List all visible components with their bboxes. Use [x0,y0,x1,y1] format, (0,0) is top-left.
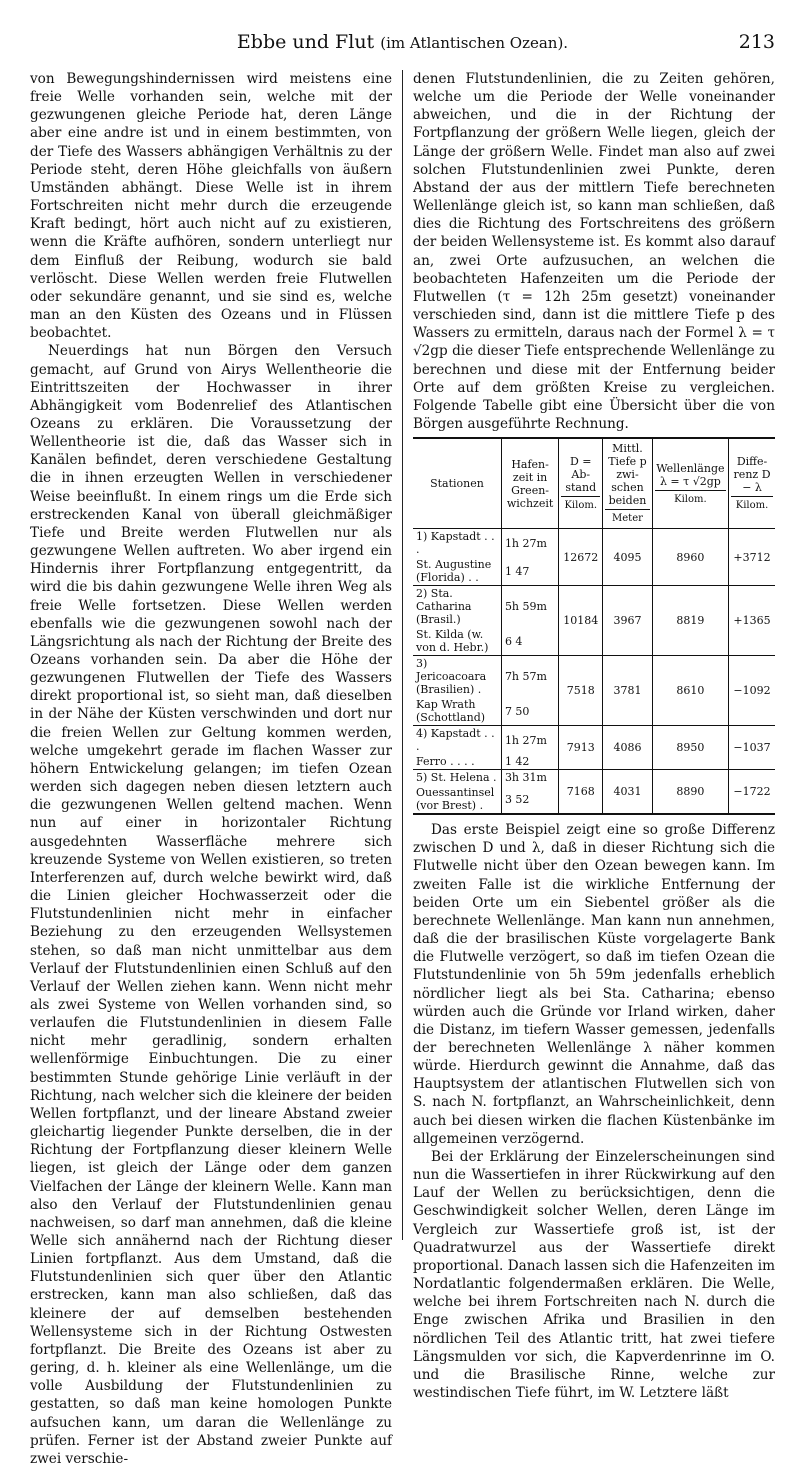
hafenzeit-b: 7 50 [501,697,558,726]
cell-d: 12672 [559,529,603,586]
cell-tiefe: 4095 [603,529,652,586]
column-divider [402,70,403,1240]
station-a: 1) Kapstadt . . . [416,530,495,557]
unit-tiefe: Meter [605,509,649,525]
station-b: Ferro . . . . [416,755,475,769]
paragraph: Neuerdings hat nun Börgen den Versuch gemacht, auf Grund von Airys Wellentheorie die Eintrittszeiten der Hochwasser in ihrer Abhängigkeit vom Bodenrelief des Atlantischen Ozeans zu erklären. Die Voraussetzung der Wellentheorie ist die, daß das Wasser sich in Kanälen befindet, deren verschiedene Gestaltung die in ihnen erzeugten Wellen in verschiedener Weise beeinflußt. In einem rings um die Erde sich erstreckenden Kanal von überall gleichmäßiger Tiefe und Breite werden Flutwellen nur als gezwungene Wellen auftreten. Wo aber irgend ein Hindernis ihrer Fortpflanzung entgegentritt, da wird die bis dahin gezwungene Welle ihren Weg als freie Welle fortsetzen. Diese Wellen werden ebenfalls wie die gezwungenen sowohl nach der Längsrichtung als nach der Richtung der Breite des Ozeans vorhanden sein. Da aber die Höhe der gezwungenen Flutwellen der Tiefe des Wassers direkt proportional ist, so sieht man, daß dieselben in der Nähe der Küsten verschwinden und dort nur die freien Wellen zur Geltung kommen werden, welche umgekehrt gerade im flachen Wasser zur höhern Entwickelung gelangen; im tiefen Ozean werden sich dagegen neben diesen letztern auch die gezwungenen Wellen geltend machen. Wenn nun auf einer in horizontaler Richtung ausgedehnten Wasserfläche mehrere sich kreuzende Systeme von Wellen existieren, so treten Interferenzen auf, durch welche bewirkt wird, daß die Linien gleicher Hochwasserzeit oder die Flutstundenlinien nicht mehr in einfacher Beziehung zu den erzeugenden Wellsystemen stehen, so daß man nicht unmittelbar aus dem Verlauf der Flutstundenlinien einen Schluß auf den Verlauf der Wellen ziehen kann. Wenn nicht mehr als zwei Systeme von Wellen vorhanden sind, so verlaufen die Flutstundenlinien in diesem Falle nicht mehr geradlinig, sondern erhalten wellenförmige Einbuchtungen. Die zu einer bestimmten Stunde gehörige Linie verläuft in der Richtung, nach welcher sich die kleinere der beiden Wellen fortpflanzt, und der lineare Abstand zweier gleichartig liegender Punkte derselben, die in der Richtung der Fortpflanzung dieser kleinern Welle liegen, ist gleich der Länge oder dem ganzen Vielfachen der Länge der kleinern Welle. Kann man also den Verlauf der Flutstundenlinien genau nachweisen, so darf man annehmen, daß die kleine Welle sich annähernd nach der Richtung dieser Linien fortpflanzt. Aus dem Umstand, daß die Flutstundenlinien sich quer über den Atlantic erstrecken, kann man also schließen, daß das kleinere der auf demselben bestehenden Wellensysteme sich in der Richtung Ostwesten fortpflanzt. Die Breite des Ozeans ist aber zu gering, d. h. kleiner als eine Wellenlänge, um die volle Ausbildung der Flutstundenlinien zu gestatten, so daß man keine homologen Punkte aufsuchen kann, um daran die Wellenlänge zu prüfen. Ferner ist der Abstand zweier Punkte auf zwei verschie- [30,343,392,1467]
cell-differenz: −1037 [729,726,775,770]
cell-wellenlaenge: 8819 [652,586,728,656]
hafenzeit-a: 7h 57m [501,656,558,698]
page-title [30,30,775,55]
table-row [413,529,775,558]
cell-differenz: −1092 [729,656,775,726]
table-row [413,770,775,786]
cell-differenz: +1365 [729,586,775,656]
unit-differenz: Kilom. [731,496,773,512]
station-b: Ouessantinsel (vor Brest) . [416,786,495,813]
cell-wellenlaenge: 8950 [652,726,728,770]
station-a: 5) St. Helena . [413,770,501,786]
right-column [413,70,775,1402]
cell-wellenlaenge: 8610 [652,656,728,726]
col-header-d-label: D = Ab- stand [565,455,597,495]
col-header-wellenlaenge [652,438,728,529]
hafenzeit-a: 1h 27m [501,529,558,558]
paragraph: Das erste Beispiel zeigt eine so große Differenz zwischen D und λ, daß in dieser Richtung sich die Flutwelle nicht über den Ozean bewegen kann. Im zweiten Falle ist die wirkliche Entfernung der beiden Orte um ein Siebentel größer als die berechnete Wellenlänge. Man kann nun annehmen, daß die der brasilischen Küste vorgelagerte Bank die Flutwelle verzögert, so daß im tiefen Ozean die Flutstundenlinie von 5h 59m jedenfalls erheblich nördlicher liegt als bei Sta. Catharina; ebenso würden auch die Gründe vor Irland wirken, daher die Distanz, im tiefern Wasser gemessen, jedenfalls der berechneten Wellenlänge λ näher kommen würde. Hierdurch gewinnt die Annahme, daß das Hauptsystem der atlantischen Flutwellen sich von S. nach N. fortpflanzt, an Wahrscheinlichkeit, denn auch bei diesen wirken die flachen Küstenbänke im allgemeinen verzögernd. [413,822,775,1147]
col-header-wellenlaenge-label: Wellenlänge λ = τ √2gp [656,461,725,488]
book-page [30,30,775,1467]
station-b: St. Kilda (w. von d. Hebr.) [416,628,489,655]
station-a: 2) Sta. Catharina (Brasil.) [413,586,501,628]
cell-d: 7168 [559,770,603,815]
hafenzeit-b: 1 42 [501,754,558,770]
col-header-d [559,438,603,529]
station-a: 3) Jericoacoara (Brasilien) . [413,656,501,698]
unit-d: Kilom. [561,496,600,512]
paragraph: von Bewegungshindernissen wird meistens eine freie Welle vorhanden sein, welche mit der gezwungenen gleiche Periode hat, deren Länge aber eine andre ist und in einem bestimmten, von der Tiefe des Wassers abhängigen Verhältnis zu der Periode steht, deren Höhe gleichfalls von äußern Umständen abhängt. Diese Welle ist in ihrem Fortschreiten nicht mehr durch die erzeugende Kraft bedingt, hört auch nicht auf zu existieren, wenn die Kräfte aufhören, sondern unterliegt nur dem Einfluß der Reibung, wodurch sie bald verlöscht. Diese Wellen werden freie Flutwellen oder sekundäre genannt, und sie sind es, welche man an den Küsten des Ozeans und in Flüssen beobachtet. [30,71,392,342]
cell-tiefe: 4086 [603,726,652,770]
title-main: Ebbe und Flut [236,31,375,53]
stations-table [413,437,775,815]
hafenzeit-b: 6 4 [501,627,558,656]
table-row [413,656,775,698]
station-a: 4) Kapstadt . . . [413,726,501,755]
cell-d: 7518 [559,656,603,726]
station-b: Kap Wrath (Schottland) [416,698,486,725]
cell-tiefe: 3781 [603,656,652,726]
cell-differenz: +3712 [729,529,775,586]
hafenzeit-b: 3 52 [501,785,558,814]
hafenzeit-a: 5h 59m [501,586,558,628]
cell-d: 10184 [559,586,603,656]
table-header-row [413,438,775,529]
col-header-differenz [729,438,775,529]
left-column [30,70,392,1468]
cell-wellenlaenge: 8890 [652,770,728,815]
paragraph: Bei der Erklärung der Einzelerscheinungen sind nun die Wassertiefen in ihrer Rückwirkung auf den Lauf der Wellen zu berücksichtigen, denn die Geschwindigkeit solcher Wellen, deren Länge im Vergleich zur Wassertiefe groß ist, ist der Quadratwurzel aus der Wassertiefe direkt proportional. Danach lassen sich die Hafenzeiten im Nordatlantic folgendermaßen erklären. Die Welle, welche bei ihrem Fortschreiten nach N. durch die Enge zwischen Afrika und Brasilien in den nördlichen Teil des Atlantic tritt, hat zwei tiefere Längsmulden vor sich, die Kapverdenrinne im O. und die Brasilische Rinne, welche zur westindischen Tiefe führt, im W. Letztere läßt [413,1148,775,1401]
title-sub: (im Atlantischen Ozean). [380,34,569,52]
cell-tiefe: 4031 [603,770,652,815]
hafenzeit-b: 1 47 [501,557,558,586]
hafenzeit-a: 1h 27m [501,726,558,755]
running-header [30,30,775,60]
paragraph: denen Flutstundenlinien, die zu Zeiten gehören, welche um die Periode der Welle voneinander abweichen, und die in der Richtung der Fortpflanzung der größern Welle liegen, gleich der Länge der größern Welle. Findet man also auf zwei solchen Flutstundenlinien zwei Punkte, deren Abstand der aus der mittlern Tiefe berechneten Wellenlänge gleich ist, so kann man schließen, daß dies die Richtung des Fortschreitens des größern der beiden Wellensysteme ist. Es kommt also darauf an, zwei Orte aufzusuchen, an welchen die beobachteten Hafenzeiten um die Periode der Flutwellen (τ = 12h 25m gesetzt) voneinander verschieden sind, dann ist die mittlere Tiefe p des Wassers zu ermitteln, daraus nach der Formel λ = τ √2gp die dieser Tiefe entsprechende Wellenlänge zu berechnen und diese mit der Entfernung beider Orte auf dem größten Kreise zu vergleichen. Folgende Tabelle gibt eine Übersicht über die von Börgen ausgeführte Rechnung. [413,71,775,432]
table-row [413,726,775,755]
col-header-stationen: Stationen [413,438,501,529]
table-row [413,586,775,628]
cell-differenz: −1722 [729,770,775,815]
hafenzeit-a: 3h 31m [501,770,558,786]
station-b: St. Augustine (Florida) . . [416,558,492,585]
cell-wellenlaenge: 8960 [652,529,728,586]
col-header-hafenzeit: Hafen- zeit in Green- wichzeit [501,438,558,529]
col-header-tiefe-label: Mittl. Tiefe p zwi- schen beiden [608,442,647,508]
cell-tiefe: 3967 [603,586,652,656]
page-number: 213 [738,31,775,53]
cell-d: 7913 [559,726,603,770]
unit-wellenlaenge: Kilom. [655,490,726,506]
col-header-differenz-label: Diffe- renz D − λ [733,455,771,495]
col-header-tiefe [603,438,652,529]
